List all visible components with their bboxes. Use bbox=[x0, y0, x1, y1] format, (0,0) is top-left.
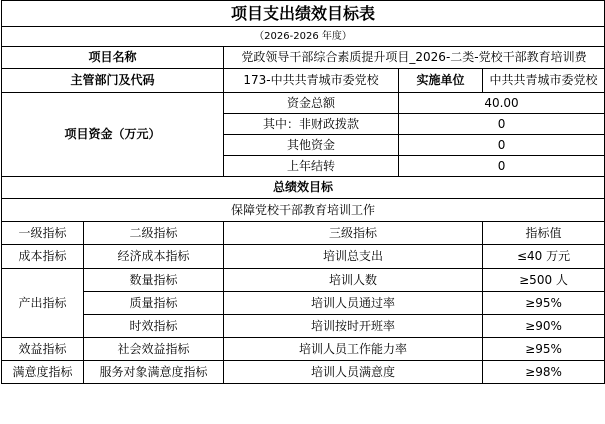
header-level2: 二级指标 bbox=[84, 222, 224, 245]
project-funds-label: 项目资金（万元） bbox=[2, 93, 224, 177]
benefit-level1: 效益指标 bbox=[2, 338, 84, 361]
cost-level3: 培训总支出 bbox=[224, 245, 483, 269]
overall-target-label: 总绩效目标 bbox=[2, 177, 605, 199]
project-name-value: 党政领导干部综合素质提升项目_2026-二类-党校干部教育培训费 bbox=[224, 47, 605, 69]
benefit-level2: 社会效益指标 bbox=[84, 338, 224, 361]
output-level2-timeliness: 时效指标 bbox=[84, 315, 224, 338]
benefit-level3: 培训人员工作能力率 bbox=[224, 338, 483, 361]
year-range: （2026-2026 年度） bbox=[2, 27, 605, 47]
output-value-quantity: ≥500 人 bbox=[483, 269, 605, 292]
department-value: 173-中共共青城市委党校 bbox=[224, 69, 399, 93]
header-level3: 三级指标 bbox=[224, 222, 483, 245]
satisfaction-level2: 服务对象满意度指标 bbox=[84, 361, 224, 384]
fund-total-label: 资金总额 bbox=[224, 93, 399, 114]
overall-target-value: 保障党校干部教育培训工作 bbox=[2, 199, 605, 222]
fund-other-value: 0 bbox=[399, 135, 605, 156]
satisfaction-level3: 培训人员满意度 bbox=[224, 361, 483, 384]
cost-value: ≤40 万元 bbox=[483, 245, 605, 269]
satisfaction-value: ≥98% bbox=[483, 361, 605, 384]
output-level2-quality: 质量指标 bbox=[84, 292, 224, 315]
output-level3-quality: 培训人员通过率 bbox=[224, 292, 483, 315]
cost-level2: 经济成本指标 bbox=[84, 245, 224, 269]
output-level3-quantity: 培训人数 bbox=[224, 269, 483, 292]
fund-carryover-label: 上年结转 bbox=[224, 156, 399, 177]
output-level2-quantity: 数量指标 bbox=[84, 269, 224, 292]
fund-nonfiscal-label: 其中：非财政拨款 bbox=[224, 114, 399, 135]
benefit-value: ≥95% bbox=[483, 338, 605, 361]
output-level1: 产出指标 bbox=[2, 269, 84, 338]
output-value-quality: ≥95% bbox=[483, 292, 605, 315]
fund-other-label: 其他资金 bbox=[224, 135, 399, 156]
table-title: 项目支出绩效目标表 bbox=[2, 1, 605, 27]
fund-nonfiscal-value: 0 bbox=[399, 114, 605, 135]
project-name-label: 项目名称 bbox=[2, 47, 224, 69]
performance-target-table bbox=[1, 0, 605, 384]
satisfaction-level1: 满意度指标 bbox=[2, 361, 84, 384]
cost-level1: 成本指标 bbox=[2, 245, 84, 269]
implementing-unit-value: 中共共青城市委党校 bbox=[483, 69, 605, 93]
header-value: 指标值 bbox=[483, 222, 605, 245]
output-level3-timeliness: 培训按时开班率 bbox=[224, 315, 483, 338]
implementing-unit-label: 实施单位 bbox=[399, 69, 483, 93]
header-level1: 一级指标 bbox=[2, 222, 84, 245]
fund-carryover-value: 0 bbox=[399, 156, 605, 177]
department-label: 主管部门及代码 bbox=[2, 69, 224, 93]
fund-total-value: 40.00 bbox=[399, 93, 605, 114]
output-value-timeliness: ≥90% bbox=[483, 315, 605, 338]
